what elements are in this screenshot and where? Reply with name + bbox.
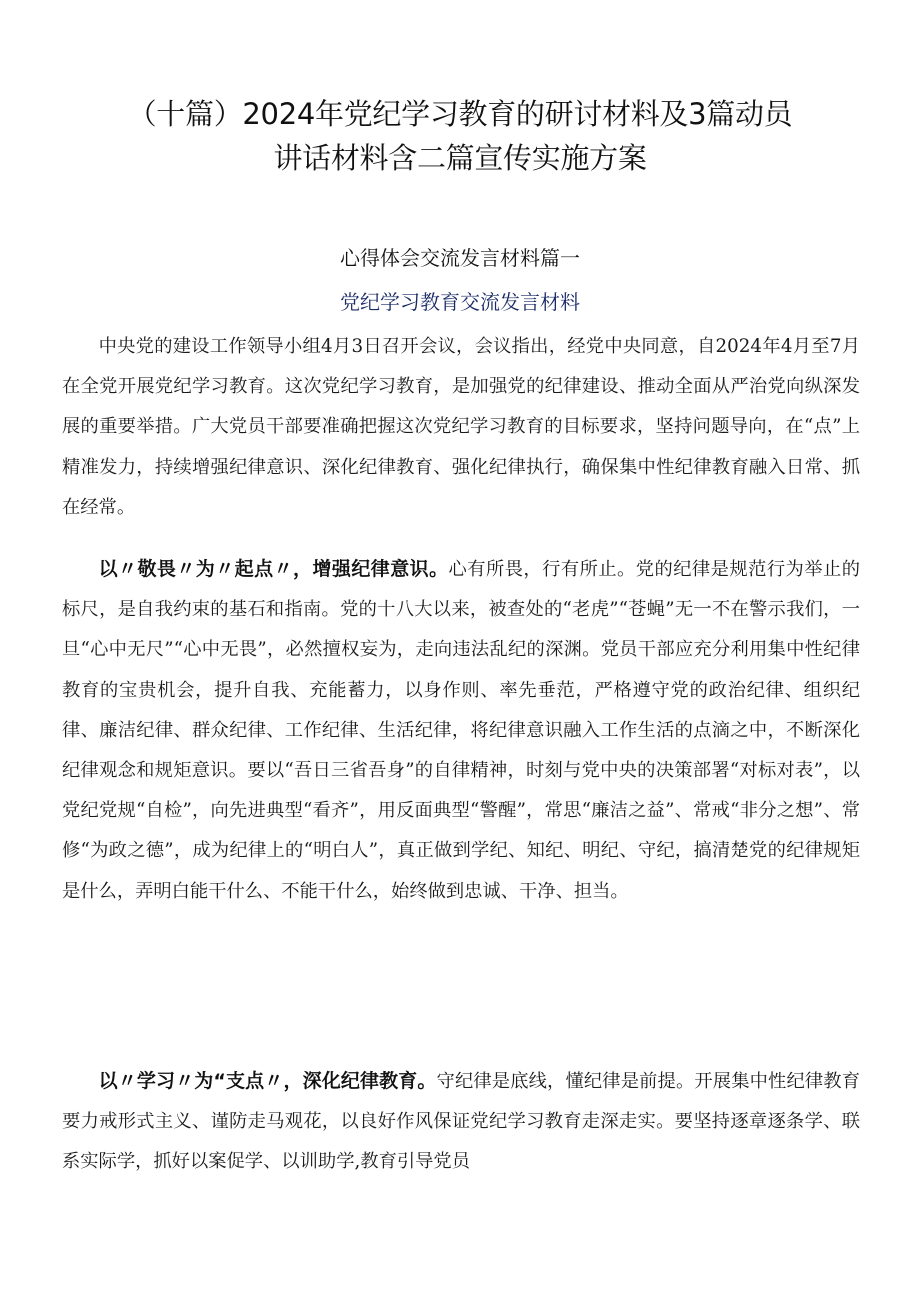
- paragraph-body: 守纪律是底线，懂纪律是前提。开展集中性纪律教育要力戒形式主义、谨防走马观花，以良好作风保证党纪学习教育走深走实。要坚持逐章逐条学、联系实际学，抓好以案促学、以训助学,教育引导党员: [62, 1071, 860, 1173]
- paragraph-body: 中央党的建设工作领导小组4月3日召开会议，会议指出，经党中央同意，自2024年4月至7月在全党开展党纪学习教育。这次党纪学习教育，是加强党的纪律建设、推动全面从严治党向纵深发展的重要举措。广大党员干部要准确把握这次党纪学习教育的目标要求，坚持问题导向，在“点”上精准发力，持续增强纪律意识、深化纪律教育、强化纪律执行，确保集中性纪律教育融入日常、抓在经常。: [62, 336, 860, 518]
- section-subtitle: 党纪学习教育交流发言材料: [340, 290, 580, 314]
- document-title-line-2: 讲话材料含二篇宣传实施方案: [273, 141, 647, 175]
- document-title-line-1: （十篇）2024年党纪学习教育的研讨材料及3篇动员: [127, 97, 793, 131]
- paragraph-body: 心有所畏，行有所止。党的纪律是规范行为举止的标尺，是自我约束的基石和指南。党的十八大以来，被查处的“老虎”“苍蝇”无一不在警示我们，一旦“心中无尺”“心中无畏”，必然擅权妄为，走向违法乱纪的深渊。党员干部应充分利用集中性纪律教育的宝贵机会，提升自我、充能蓄力，以身作则、率先垂范，严格遵守党的政治纪律、组织纪律、廉洁纪律、群众纪律、工作纪律、生活纪律，将纪律意识融入工作生活的点滴之中，不断深化纪律观念和规矩意识。要以“吾日三省吾身”的自律精神，时刻与党中央的决策部署“对标对表”，以党纪党规“自检”，向先进典型“看齐”，用反面典型“警醒”，常思“廉洁之益”、常戒“非分之想”、常修“为政之德”，成为纪律上的“明白人”，真正做到学纪、知纪、明纪、守纪，搞清楚党的纪律规矩是什么，弄明白能干什么、不能干什么，始终做到忠诚、干净、担当。: [62, 559, 860, 902]
- paragraph-1: [62, 327, 860, 528]
- paragraph-lead-heading: 以〃敬畏〃为〃起点〃，增强纪律意识。: [98, 558, 449, 580]
- paragraph-2: [62, 549, 860, 912]
- paragraph-lead-heading: 以〃学习〃为“支点〃，深化纪律教育。: [98, 1070, 437, 1092]
- paragraph-3: [62, 1061, 860, 1183]
- section-heading: 心得体会交流发言材料篇一: [340, 246, 580, 270]
